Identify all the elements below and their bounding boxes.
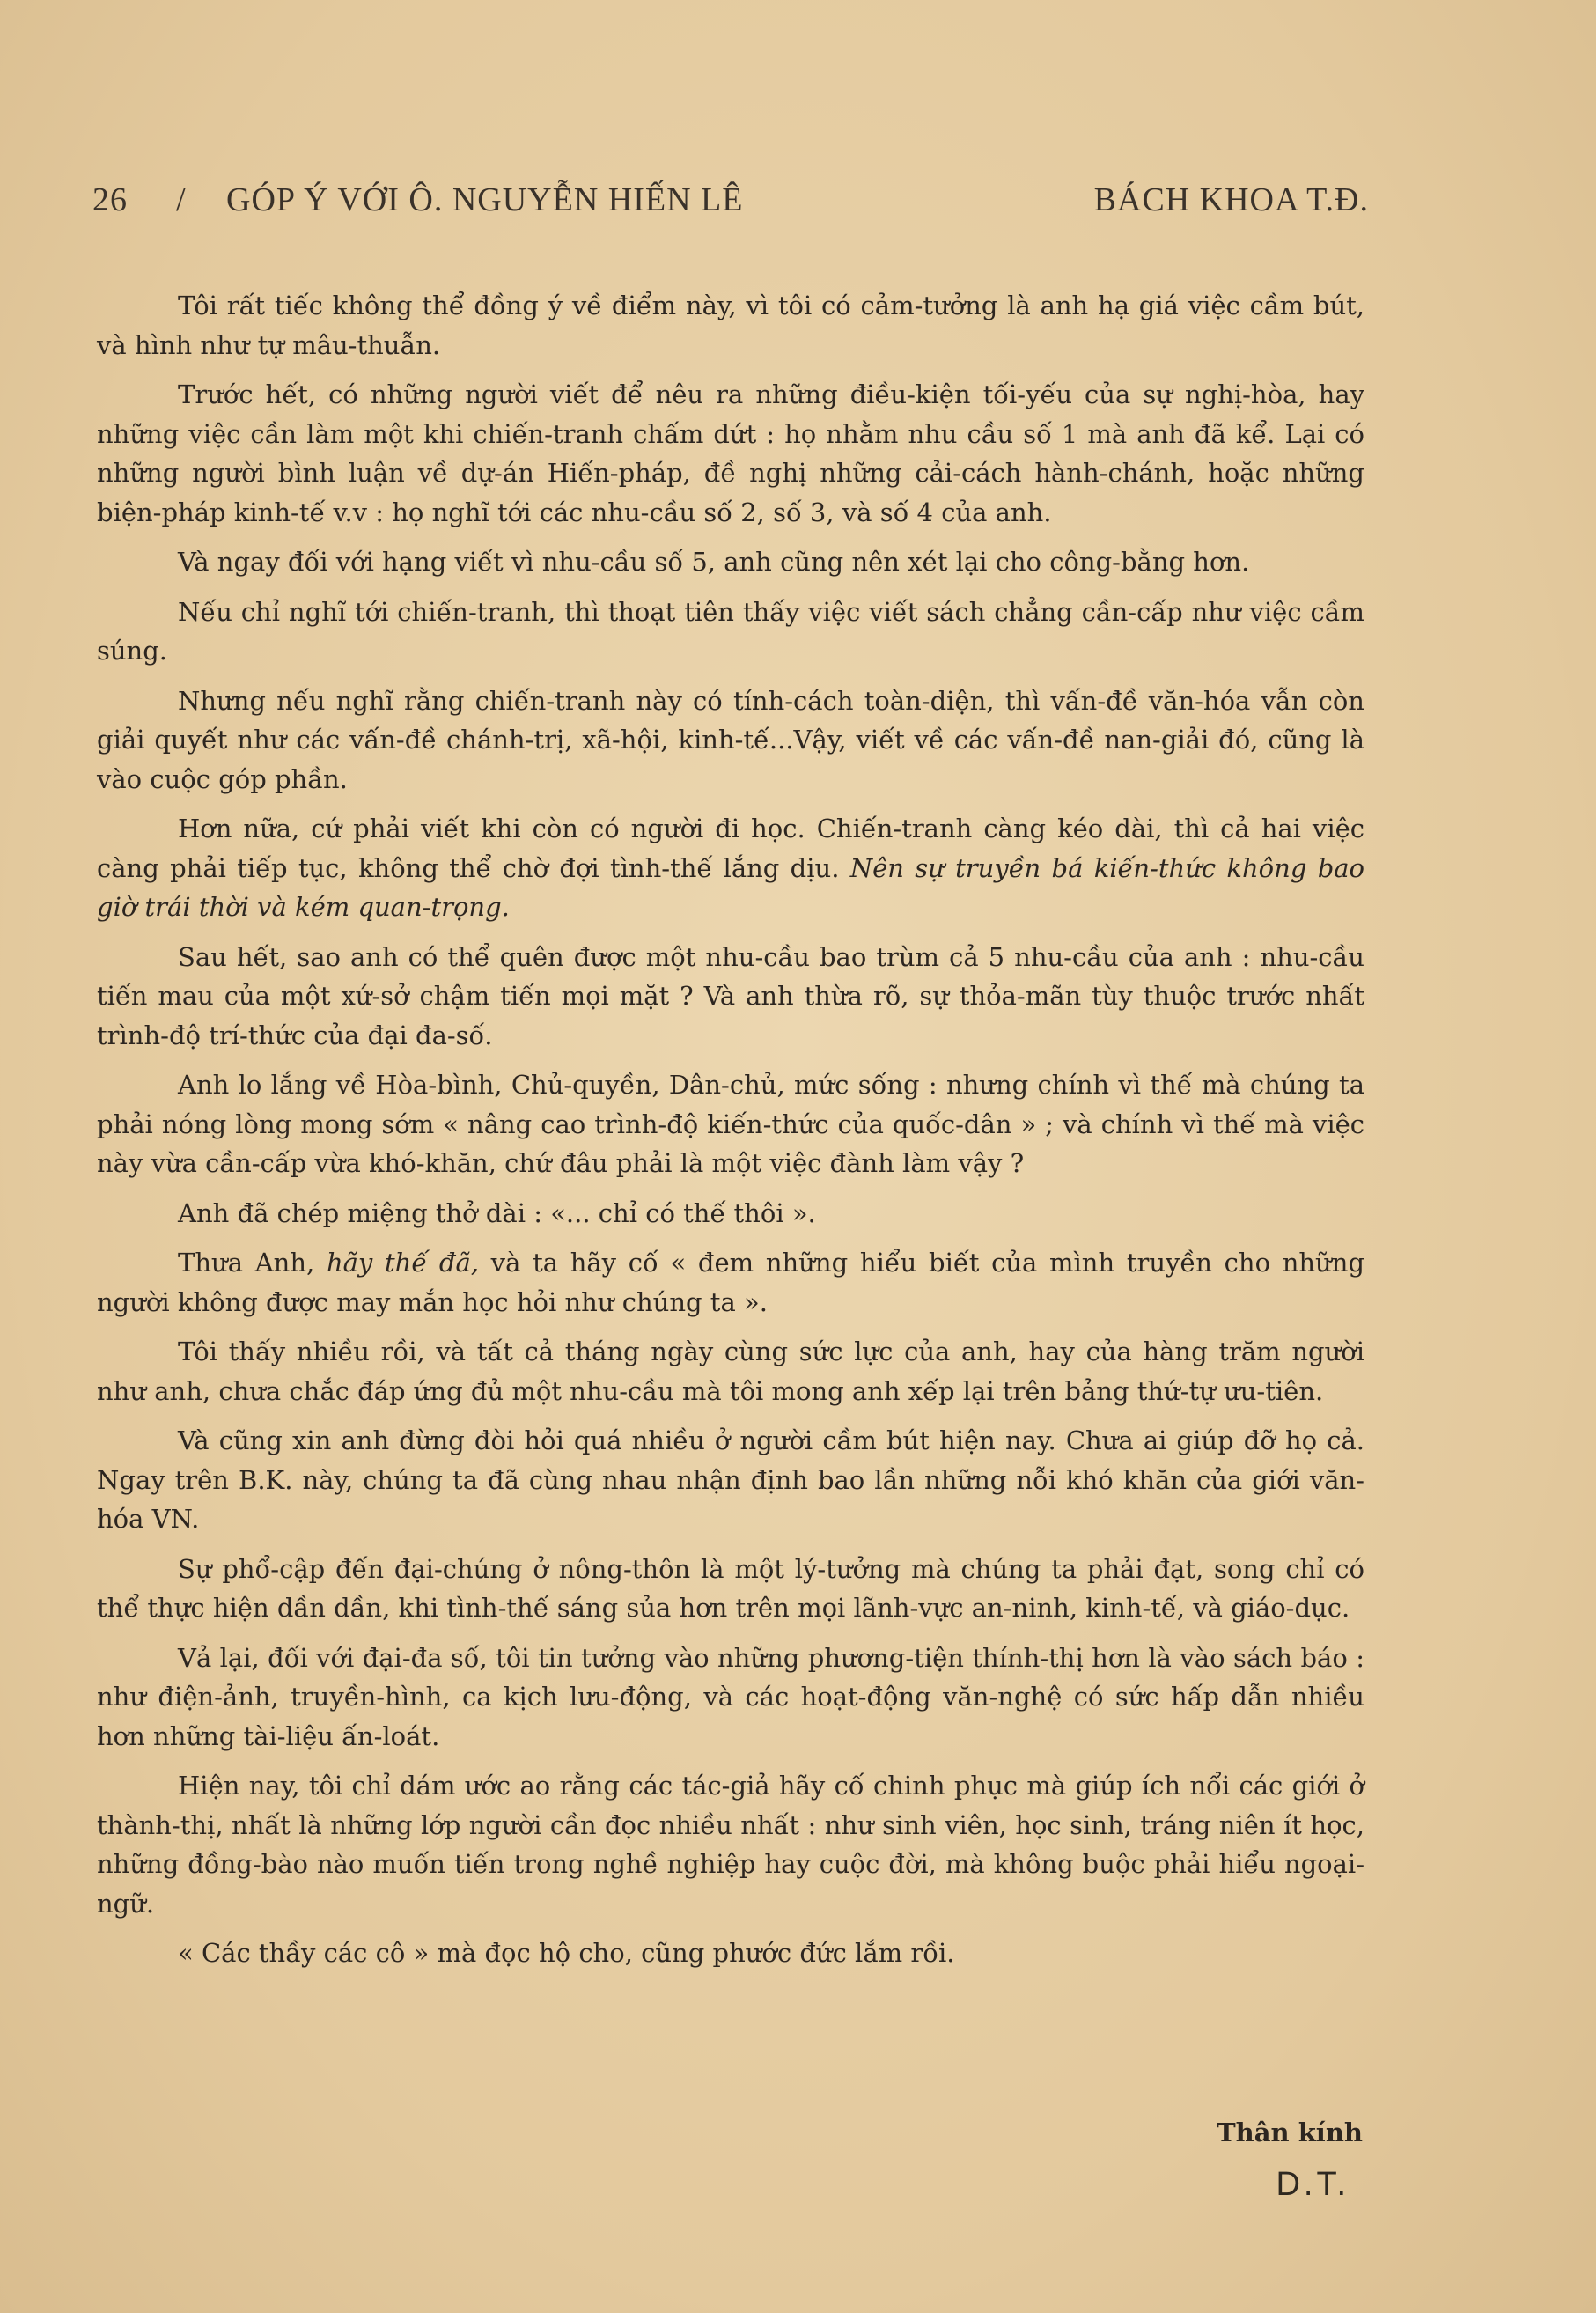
paragraph: Sự phổ-cập đến đại-chúng ở nông-thôn là một lý-tưởng mà chúng ta phải đạt, song chỉ có thể thực hiện dần dần, khi tình-thế sáng sủa hơn trên mọi lãnh-vực an-ninh, kinh-tế, và giáo-dục.	[97, 1553, 1364, 1623]
paragraph-text: Hơn nữa, cứ phải viết khi còn có người đi học. Chiến-tranh càng kéo dài, thì cả hai việc càng phải tiếp tục, không thể chờ đợi tình-thế lắng dịu.	[97, 814, 1364, 883]
paragraph: Nếu chỉ nghĩ tới chiến-tranh, thì thoạt tiên thấy việc viết sách chẳng cần-cấp như việc cầm súng.	[97, 596, 1364, 666]
article-body	[97, 286, 1364, 1984]
paragraph	[97, 809, 1364, 927]
paragraph: « Các thầy các cô » mà đọc hộ cho, cũng phước đức lắm rồi.	[178, 1938, 955, 1968]
signoff: Thân kính	[1217, 2118, 1363, 2147]
paragraph: Và cũng xin anh đừng đòi hỏi quá nhiều ở người cầm bút hiện nay. Chưa ai giúp đỡ họ cả. Ngay trên B.K. này, chúng ta đã cùng nhau nhận định bao lần những nỗi khó khăn của giới văn-hóa VN.	[97, 1425, 1364, 1534]
running-title: GÓP Ý VỚI Ô. NGUYỄN HIẾN LÊ	[226, 181, 744, 218]
paragraph: Tôi rất tiếc không thể đồng ý về điểm này, vì tôi có cảm-tưởng là anh hạ giá việc cầm bút, và hình như tự mâu-thuẫn.	[97, 291, 1364, 360]
paragraph: Sau hết, sao anh có thể quên được một nhu-cầu bao trùm cả 5 nhu-cầu của anh : nhu-cầu tiến mau của một xứ-sở chậm tiến mọi mặt ? Và anh thừa rõ, sự thỏa-mãn tùy thuộc trước nhất trình-độ trí-thức của đại đa-số.	[97, 941, 1364, 1050]
paragraph: Nhưng nếu nghĩ rằng chiến-tranh này có tính-cách toàn-diện, thì vấn-đề văn-hóa vẫn còn giải quyết như các vấn-đề chánh-trị, xã-hội, kinh-tế...Vậy, viết về các vấn-đề nan-giải đó, cũng là vào cuộc góp phần.	[97, 685, 1364, 794]
paragraph: Hiện nay, tôi chỉ dám ước ao rằng các tác-giả hãy cố chinh phục mà giúp ích nổi các giới ở thành-thị, nhất là những lớp người cần đọc nhiều nhất : như sinh viên, học sinh, tráng niên ít học, những đồng-bào nào muốn tiến trong nghề nghiệp hay cuộc đời, mà không buộc phải hiểu ngoại-ngữ.	[97, 1771, 1364, 1919]
paragraph: Tôi thấy nhiều rồi, và tất cả tháng ngày cùng sức lực của anh, hay của hàng trăm người như anh, chưa chắc đáp ứng đủ một nhu-cầu mà tôi mong anh xếp lại trên bảng thứ-tự ưu-tiên.	[97, 1337, 1364, 1406]
paragraph: Anh lo lắng về Hòa-bình, Chủ-quyền, Dân-chủ, mức sống : nhưng chính vì thế mà chúng ta phải nóng lòng mong sớm « nâng cao trình-độ kiến-thức của quốc-dân » ; và chính vì thế mà việc này vừa cần-cấp vừa khó-khăn, chứ đâu phải là một việc đành làm vậy ?	[97, 1070, 1364, 1178]
paragraph-text: Thưa Anh,	[178, 1248, 315, 1278]
paragraph: Vả lại, đối với đại-đa số, tôi tin tưởng vào những phương-tiện thính-thị hơn là vào sách báo : như điện-ảnh, truyền-hình, ca kịch lưu-động, và các hoạt-động văn-nghệ có sức hấp dẫn nhiều hơn những tài-liệu ấn-loát.	[97, 1642, 1364, 1751]
paragraph: Trước hết, có những người viết để nêu ra những điều-kiện tối-yếu của sự nghị-hòa, hay những việc cần làm một khi chiến-tranh chấm dứt : họ nhằm nhu cầu số 1 mà anh đã kể. Lại có những người bình luận về dự-án Hiến-pháp, đề nghị những cải-cách hành-chánh, hoặc những biện-pháp kinh-tế v.v : họ nghĩ tới các nhu-cầu số 2, số 3, và số 4 của anh.	[97, 379, 1364, 527]
paragraph-text: và ta hãy cố « đem những hiểu biết của mình truyền cho những người không được may mắn học hỏi như chúng ta ».	[97, 1248, 1365, 1317]
italic-emphasis: hãy thế đã,	[326, 1248, 479, 1278]
paragraph: Và ngay đối với hạng viết vì nhu-cầu số 5, anh cũng nên xét lại cho công-bằng hơn.	[178, 547, 1250, 577]
running-section: BÁCH KHOA T.Đ.	[1093, 181, 1369, 218]
page-header	[92, 180, 1369, 233]
italic-emphasis: Nên sự truyền bá kiến-thức không bao giờ trái thời và kém quan-trọng.	[97, 852, 1365, 922]
page-number: 26	[92, 181, 128, 218]
author-initials: D.T.	[1276, 2166, 1350, 2203]
paragraph	[97, 1243, 1364, 1322]
header-separator: /	[176, 181, 187, 218]
paragraph: Anh đã chép miệng thở dài : «... chỉ có thế thôi ».	[178, 1197, 816, 1228]
